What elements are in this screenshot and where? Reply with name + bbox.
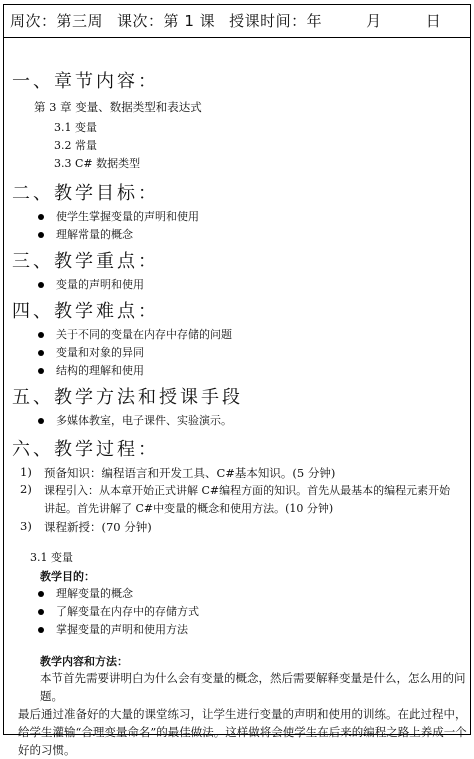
- step-number: 3): [20, 519, 32, 533]
- objective-label: 教学目的：: [40, 570, 95, 583]
- step-text-continued: 讲起。首先讲解了 C#中变量的概念和使用方法。(10 分钟): [44, 502, 334, 515]
- subsection-variables: 3.1 变量: [30, 551, 73, 564]
- month-label: 月: [366, 12, 382, 30]
- bullet-icon: [38, 332, 44, 338]
- bullet-icon: [38, 214, 44, 220]
- lesson-plan-page: [3, 4, 471, 757]
- difficulty-item: 变量和对象的异同: [38, 344, 144, 360]
- step-text: 课程引入：从本章开始正式讲解 C#编程方面的知识。首先从最基本的编程元素开始: [44, 484, 451, 497]
- section-4-title: 四、教学难点：: [12, 301, 159, 322]
- step-text: 预备知识：编程语言和开发工具、C#基本知识。(5 分钟): [44, 466, 336, 480]
- bullet-icon: [38, 609, 44, 615]
- section-3-title: 三、教学重点：: [12, 251, 159, 272]
- key-point-item: 变量的声明和使用: [38, 276, 144, 292]
- week-value: 第三周: [56, 12, 104, 30]
- bullet-icon: [38, 627, 44, 633]
- paragraph-line: 最后通过准备好的大量的课堂练习，让学生进行变量的声明和使用的训练。在此过程中，: [18, 707, 467, 721]
- lesson-label: 课次：: [117, 12, 164, 30]
- step-number: 1): [20, 465, 32, 479]
- step-text: 课程新授：(70 分钟): [44, 520, 152, 534]
- bullet-icon: [38, 368, 44, 374]
- paragraph-line: 好的习惯。: [18, 743, 76, 757]
- goal-item: 理解常量的概念: [38, 226, 133, 242]
- method-item: 多媒体教室，电子课件、实验演示。: [38, 412, 232, 428]
- header-row: [4, 5, 470, 38]
- week-label: 周次：: [10, 12, 57, 30]
- chapter-line: 第 3 章 变量、数据类型和表达式: [34, 100, 202, 114]
- objective-item: 掌握变量的声明和使用方法: [38, 621, 188, 637]
- content-label: 教学内容和方法：: [40, 655, 128, 668]
- bullet-icon: [38, 350, 44, 356]
- difficulty-item: 关于不同的变量在内存中存储的问题: [38, 326, 232, 342]
- day-label: 日: [425, 12, 442, 30]
- paragraph-line: 给学生灌输“合理变量命名”的最佳做法。这样做将会使学生在后来的编程之路上养成一个: [18, 725, 467, 739]
- lesson-value: 第 1 课: [163, 12, 216, 30]
- paragraph-line: 本节首先需要讲明白为什么会有变量的概念，然后需要解释变量是什么，怎么用的问题。: [40, 671, 466, 703]
- difficulty-item: 结构的理解和使用: [38, 362, 144, 378]
- goal-item: 使学生掌握变量的声明和使用: [38, 208, 199, 224]
- section-5-title: 五、教学方法和授课手段: [12, 387, 243, 408]
- section-6-title: 六、教学过程：: [12, 439, 159, 460]
- year-label: 年: [306, 12, 323, 30]
- bullet-icon: [38, 418, 44, 424]
- bullet-icon: [38, 232, 44, 238]
- section-1-title: 一、章节内容：: [12, 71, 159, 92]
- time-label: 授课时间：: [229, 12, 307, 30]
- step-number: 2): [20, 482, 32, 496]
- bullet-icon: [38, 282, 44, 288]
- bullet-icon: [38, 591, 44, 597]
- subsection-3-1: 3.1 变量: [54, 121, 97, 134]
- objective-item: 理解变量的概念: [38, 585, 133, 601]
- objective-item: 了解变量在内存中的存储方式: [38, 603, 199, 619]
- subsection-3-2: 3.2 常量: [54, 139, 97, 152]
- content-paragraph: [18, 669, 470, 759]
- section-2-title: 二、教学目标：: [12, 183, 159, 204]
- subsection-3-3: 3.3 C# 数据类型: [54, 157, 141, 170]
